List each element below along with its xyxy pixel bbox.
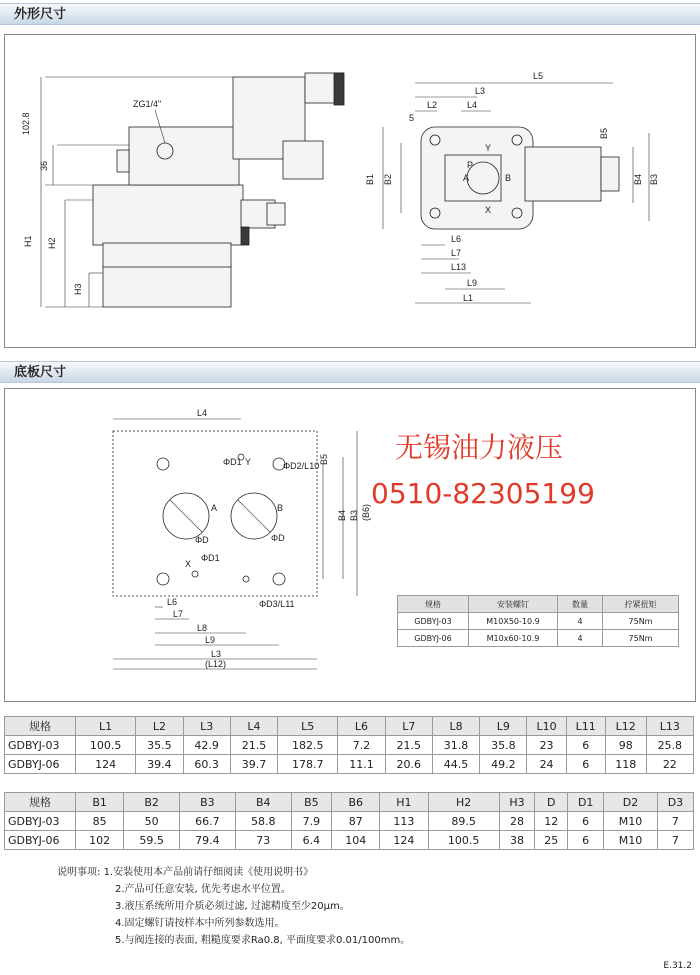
spec-header: H1 xyxy=(380,793,428,812)
port-letter: B xyxy=(505,173,512,183)
spec-cell: 42.9 xyxy=(183,736,230,755)
spec-cell: 22 xyxy=(646,755,693,774)
spec-cell: 59.5 xyxy=(124,831,180,850)
port-letter: Y xyxy=(485,143,492,153)
base-dim-label: ΦD1 xyxy=(201,553,220,563)
base-dim-label: ΦD xyxy=(195,535,209,545)
spec-header: L12 xyxy=(605,717,646,736)
spec-header: L10 xyxy=(527,717,566,736)
spec-cell: 87 xyxy=(332,812,380,831)
spec-cell: GDBYJ-06 xyxy=(5,831,76,850)
spec-cell: 66.7 xyxy=(180,812,236,831)
page-number: E.31.2 xyxy=(663,961,692,971)
spec-table-l xyxy=(4,716,694,774)
spec-cell: 6.4 xyxy=(291,831,332,850)
base-dim-label: L7 xyxy=(173,609,184,619)
spec-header: L6 xyxy=(338,717,385,736)
spec-cell: 7 xyxy=(657,831,693,850)
outline-drawing-svg xyxy=(5,35,695,347)
watermark-company: 无锡油力液压 xyxy=(395,431,564,464)
spec-cell: 21.5 xyxy=(230,736,277,755)
dim-label: 36 xyxy=(39,160,49,171)
spec-cell: 35.8 xyxy=(480,736,527,755)
spec-header: D2 xyxy=(604,793,658,812)
spec-cell: 6 xyxy=(566,736,605,755)
dim-label: H2 xyxy=(47,237,57,249)
spec-cell: 178.7 xyxy=(278,755,338,774)
dim-label: H3 xyxy=(73,283,83,295)
spec-header: B2 xyxy=(124,793,180,812)
spec-header: L8 xyxy=(432,717,479,736)
spec-cell: 20.6 xyxy=(385,755,432,774)
spec-cell: 85 xyxy=(76,812,124,831)
spec-header: D1 xyxy=(568,793,604,812)
dim-label: L2 xyxy=(427,100,438,110)
spec-header: B1 xyxy=(76,793,124,812)
table-row xyxy=(5,812,694,831)
base-dim-label: Y xyxy=(245,457,252,467)
spec-header: L13 xyxy=(646,717,693,736)
subplate-block xyxy=(103,265,231,307)
dim-label: L3 xyxy=(475,86,486,96)
notes-item: 1.安装使用本产品前请仔细阅读《使用说明书》 xyxy=(103,867,314,878)
dim-label: L6 xyxy=(451,234,462,244)
spec-table-b xyxy=(4,792,694,850)
bolt-cell: M10x60-10.9 xyxy=(469,630,558,647)
dim-label: L9 xyxy=(467,278,478,288)
top-view xyxy=(365,71,659,303)
spec-header: L5 xyxy=(278,717,338,736)
base-dim-label: B5 xyxy=(319,453,329,465)
spec-cell: 6 xyxy=(568,831,604,850)
spec-cell: GDBYJ-03 xyxy=(5,736,76,755)
spec-cell: 73 xyxy=(235,831,291,850)
spec-header: L4 xyxy=(230,717,277,736)
dim-label: B4 xyxy=(633,173,643,185)
spec-cell: 7.2 xyxy=(338,736,385,755)
spec-header: B4 xyxy=(235,793,291,812)
section-title: 外形尺寸 xyxy=(14,7,67,22)
bolt-cell: M10X50-10.9 xyxy=(469,613,558,630)
bolt-header: 数量 xyxy=(558,596,603,613)
port-letter: A xyxy=(211,503,218,513)
bolt-cell: GDBYJ-06 xyxy=(398,630,469,647)
dim-label: H1 xyxy=(23,235,33,247)
bolt-header: 拧紧扭矩 xyxy=(603,596,679,613)
spec-cell: 58.8 xyxy=(235,812,291,831)
bolt-cell: 4 xyxy=(558,630,603,647)
spec-header-row xyxy=(5,793,694,812)
spec-cell: 49.2 xyxy=(480,755,527,774)
spec-cell: 89.5 xyxy=(428,812,499,831)
spec-cell: M10 xyxy=(604,831,658,850)
table-row xyxy=(398,630,679,647)
dim-label: 102.8 xyxy=(21,112,31,135)
spec-header: L2 xyxy=(136,717,183,736)
spec-cell: 28 xyxy=(499,812,535,831)
spec-cell: 39.7 xyxy=(230,755,277,774)
spec-header: B3 xyxy=(180,793,236,812)
dim-label: B5 xyxy=(599,127,609,139)
spec-cell: 44.5 xyxy=(432,755,479,774)
table-row xyxy=(5,831,694,850)
spec-cell: M10 xyxy=(604,812,658,831)
spec-cell: 25 xyxy=(535,831,568,850)
notes-row xyxy=(57,864,410,881)
dim-label: L5 xyxy=(533,71,544,81)
bolt-cell: 75Nm xyxy=(603,630,679,647)
port-letter: P xyxy=(467,160,474,170)
base-dim-label: L4 xyxy=(197,408,208,418)
spec-cell: 124 xyxy=(76,755,136,774)
spec-cell: 12 xyxy=(535,812,568,831)
base-drawing xyxy=(4,388,696,702)
spec-cell: 182.5 xyxy=(278,736,338,755)
port-letter: X xyxy=(485,205,492,215)
spec-header: B5 xyxy=(291,793,332,812)
pilot-block xyxy=(129,127,239,185)
dim-label: L13 xyxy=(451,262,467,272)
spec-cell: 23 xyxy=(527,736,566,755)
base-dim-label: L3 xyxy=(211,649,222,659)
spec-cell: 100.5 xyxy=(76,736,136,755)
table-row xyxy=(5,755,694,774)
spec-header: L3 xyxy=(183,717,230,736)
spec-cell: 113 xyxy=(380,812,428,831)
spec-cell: 11.1 xyxy=(338,755,385,774)
spec-cell: 60.3 xyxy=(183,755,230,774)
spec-cell: 7 xyxy=(657,812,693,831)
base-dim-label: B3 xyxy=(349,509,359,521)
dim-label: B3 xyxy=(649,173,659,185)
spec-cell: 124 xyxy=(380,831,428,850)
spec-cell: 39.4 xyxy=(136,755,183,774)
spec-header: L1 xyxy=(76,717,136,736)
port-letter: A xyxy=(463,173,470,183)
port-letter: X xyxy=(185,559,192,569)
base-dim-label: ΦD xyxy=(271,533,285,543)
spec-header: L7 xyxy=(385,717,432,736)
spec-header: L9 xyxy=(480,717,527,736)
spec-header: 规格 xyxy=(5,717,76,736)
spec-cell: 100.5 xyxy=(428,831,499,850)
base-dim-label: L8 xyxy=(197,623,208,633)
spec-header: H3 xyxy=(499,793,535,812)
spec-cell: 21.5 xyxy=(385,736,432,755)
spec-cell: 50 xyxy=(124,812,180,831)
spec-cell: 24 xyxy=(527,755,566,774)
watermark-phone: 0510-82305199 xyxy=(371,477,595,510)
table-row xyxy=(398,613,679,630)
table-row xyxy=(5,736,694,755)
spec-cell: 35.5 xyxy=(136,736,183,755)
base-dim-label: (L12) xyxy=(205,659,227,669)
side-view xyxy=(21,73,344,307)
spec-cell: GDBYJ-03 xyxy=(5,812,76,831)
dim-label: B1 xyxy=(365,173,375,185)
notes-item: 2.产品可任意安装, 优先考虑水平位置。 xyxy=(115,884,291,895)
notes-item: 3.液压系统所用介质必须过滤, 过滤精度至少20μm。 xyxy=(115,901,350,912)
section-title: 底板尺寸 xyxy=(14,365,67,380)
spec-cell: 6 xyxy=(568,812,604,831)
base-drawing-svg xyxy=(5,389,695,701)
base-dim-label: ΦD3/L11 xyxy=(259,599,295,609)
spec-cell: 6 xyxy=(566,755,605,774)
spec-cell: 79.4 xyxy=(180,831,236,850)
base-dim-label: L6 xyxy=(167,597,178,607)
bolt-header: 规格 xyxy=(398,596,469,613)
spec-header: H2 xyxy=(428,793,499,812)
base-dim-label: ΦD2/L10 xyxy=(283,461,320,471)
bolt-cell: 75Nm xyxy=(603,613,679,630)
bolt-cell: 4 xyxy=(558,613,603,630)
spec-header: 规格 xyxy=(5,793,76,812)
outline-drawing xyxy=(4,34,696,348)
base-dim-label: L9 xyxy=(205,635,216,645)
dim-label: B2 xyxy=(383,173,393,185)
bolt-table xyxy=(397,595,679,647)
dim-label: L7 xyxy=(451,248,462,258)
spec-header: D3 xyxy=(657,793,693,812)
spec-cell: 118 xyxy=(605,755,646,774)
base-dim-label: ΦD1 xyxy=(223,457,242,467)
section-header-base xyxy=(0,361,700,383)
dim-label: 5 xyxy=(409,113,415,123)
spec-header: B6 xyxy=(332,793,380,812)
dim-label: L1 xyxy=(463,293,474,303)
spec-cell: 38 xyxy=(499,831,535,850)
spec-header: D xyxy=(535,793,568,812)
spec-cell: 102 xyxy=(76,831,124,850)
notes-block xyxy=(57,864,410,949)
dim-label: L4 xyxy=(467,100,478,110)
bolt-cell: GDBYJ-03 xyxy=(398,613,469,630)
notes-item: 4.固定螺钉请按样本中所列参数选用。 xyxy=(115,918,285,929)
spec-cell: 98 xyxy=(605,736,646,755)
bolt-header: 安装螺钉 xyxy=(469,596,558,613)
spec-header-row xyxy=(5,717,694,736)
base-plate-outline xyxy=(113,431,320,596)
port-label: ZG1/4" xyxy=(133,99,162,109)
notes-title: 说明事项: xyxy=(57,867,101,878)
spec-cell: 25.8 xyxy=(646,736,693,755)
spec-cell: 7.9 xyxy=(291,812,332,831)
base-dim-label: B4 xyxy=(337,509,347,521)
base-dim-label: (B6) xyxy=(361,503,371,521)
spec-cell: 31.8 xyxy=(432,736,479,755)
spec-cell: GDBYJ-06 xyxy=(5,755,76,774)
section-header-outline xyxy=(0,3,700,25)
notes-item: 5.与阀连接的表面, 粗糙度要求Ra0.8, 平面度要求0.01/100mm。 xyxy=(115,935,411,946)
spec-header: L11 xyxy=(566,717,605,736)
spec-cell: 104 xyxy=(332,831,380,850)
port-letter: B xyxy=(277,503,284,513)
